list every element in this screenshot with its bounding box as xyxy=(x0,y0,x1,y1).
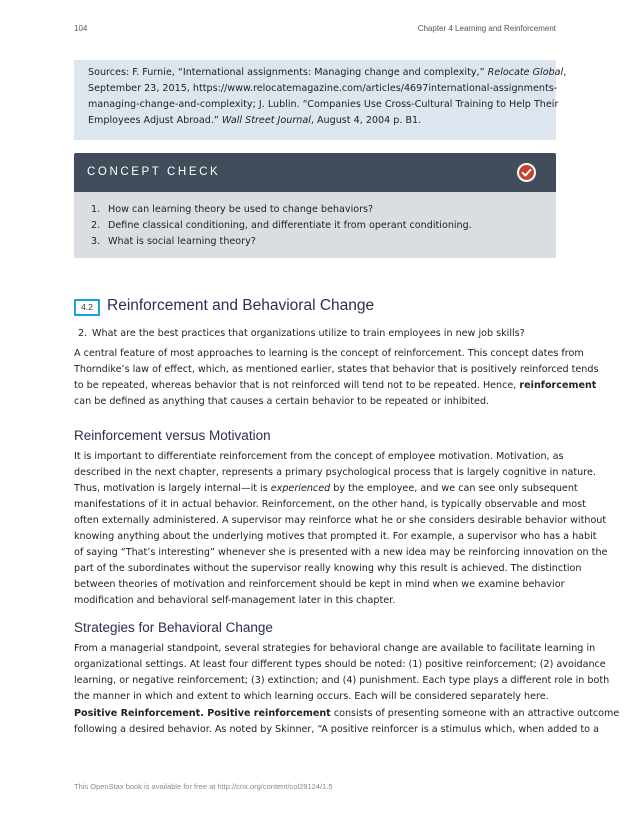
sources-text: Employees Adjust Abroad.” xyxy=(88,115,222,126)
text-line: following a desired behavior. As noted by Skinner, “A positive reinforcer is a stimulus which, when added to a xyxy=(74,724,599,735)
sources-text: , xyxy=(563,67,567,78)
list-text: How can learning theory be used to change behaviors? xyxy=(108,204,374,215)
text-line xyxy=(74,481,578,497)
text-span: Thus, motivation is largely internal—it is xyxy=(74,483,271,494)
key-term: reinforcement xyxy=(519,380,597,391)
list-number: 3. xyxy=(91,236,101,247)
text-line: From a managerial standpoint, several strategies for behavioral change are available to facilitate learning in xyxy=(74,643,596,654)
sources-box xyxy=(74,60,567,140)
list-item xyxy=(91,202,556,218)
learning-objective xyxy=(78,328,525,339)
text-line: It is important to differentiate reinforcement from the concept of employee motivation. Motivation, as xyxy=(74,451,564,462)
text-line: part of the subordinates without the supervisor really knowing why this result is achieved. The distinction xyxy=(74,563,582,574)
text-span: to be repeated, whereas behavior that is not reinforced will tend not to be repeated. Hence, xyxy=(74,380,520,391)
sources-journal: Wall Street Journal xyxy=(221,115,311,126)
concept-check-box xyxy=(74,153,556,258)
subheading-strategies: Strategies for Behavioral Change xyxy=(74,620,273,635)
list-text: What is social learning theory? xyxy=(108,236,256,247)
motivation-paragraph xyxy=(74,449,608,609)
sources-line: managing-change-and-complexity; J. Lublin. “Companies Use Cross-Cultural Training to Help Their xyxy=(88,99,559,110)
text-line: A central feature of most approaches to learning is the concept of reinforcement. This concept dates from xyxy=(74,348,584,359)
objective-number: 2. xyxy=(78,328,88,339)
list-text: Define classical conditioning, and differentiate it from operant conditioning. xyxy=(108,220,472,231)
sources-line: September 23, 2015, https://www.relocatemagazine.com/articles/4697international-assignments- xyxy=(88,83,558,94)
intro-paragraph xyxy=(74,346,599,410)
text-line: can be defined as anything that causes a certain behavior to be repeated or inhibited. xyxy=(74,396,490,407)
key-term: Positive Reinforcement. Positive reinforcement xyxy=(74,708,331,719)
emphasis-text: experienced xyxy=(270,483,331,494)
page-footer: This OpenStax book is available for free at http://cnx.org/content/col29124/1.5 xyxy=(74,782,333,791)
check-circle-icon xyxy=(517,163,536,182)
text-line: often externally administered. A supervisor may reinforce what he or she considers desirable behavior without xyxy=(74,515,607,526)
text-line: described in the next chapter, represents a primary psychological process that is largely cognitive in nature. xyxy=(74,467,596,478)
sources-line xyxy=(88,65,567,81)
text-line xyxy=(74,378,597,394)
section-number: 4.2 xyxy=(74,299,100,316)
concept-check-list xyxy=(74,192,556,258)
sources-text: Sources: F. Furnie, “International assignments: Managing change and complexity,” xyxy=(88,67,488,78)
page-number: 104 xyxy=(74,24,88,33)
concept-check-title: CONCEPT CHECK xyxy=(87,166,221,178)
list-number: 1. xyxy=(91,204,101,215)
chapter-title: Chapter 4 Learning and Reinforcement xyxy=(417,24,556,33)
concept-check-header xyxy=(74,153,556,192)
text-line: of saying “That’s interesting” whenever she is presented with a new idea may be reinforcing innovation on the xyxy=(74,547,608,558)
text-line: knowing anything about the underlying motives that prompted it. For example, a supervisor who has a habit xyxy=(74,531,597,542)
text-line: organizational settings. At least four different types should be noted: (1) positive reinforcement; (2) avoidance xyxy=(74,659,606,670)
subheading-motivation: Reinforcement versus Motivation xyxy=(74,428,271,443)
text-line: manifestations of it in actual behavior. Reinforcement, on the other hand, is typically observable and most xyxy=(74,499,586,510)
sources-line xyxy=(88,113,544,129)
positive-paragraph xyxy=(74,706,620,738)
text-line: the manner in which and extent to which learning occurs. Each will be considered separately here. xyxy=(74,691,549,702)
objective-text: What are the best practices that organizations utilize to train employees in new job skills? xyxy=(92,328,525,339)
text-line: Thorndike’s law of effect, which, as mentioned earlier, states that behavior that is positively reinforced tends xyxy=(74,364,599,375)
text-line: learning, or negative reinforcement; (3) extinction; and (4) punishment. Each type plays a different role in both xyxy=(74,675,610,686)
strategies-paragraph xyxy=(74,641,610,705)
text-line xyxy=(74,706,620,722)
text-span: consists of presenting someone with an attractive outcome xyxy=(330,708,620,719)
section-title: Reinforcement and Behavioral Change xyxy=(107,297,375,314)
list-item xyxy=(91,218,556,234)
text-span: by the employee, and we can see only subsequent xyxy=(330,483,578,494)
sources-journal: Relocate Global xyxy=(487,67,564,78)
text-line: modification and behavioral self-management later in this chapter. xyxy=(74,595,396,606)
text-line: between theories of motivation and reinforcement should be kept in mind when we examine behavior xyxy=(74,579,565,590)
list-item xyxy=(91,234,556,250)
list-number: 2. xyxy=(91,220,101,231)
sources-text: , August 4, 2004 p. B1. xyxy=(310,115,422,126)
